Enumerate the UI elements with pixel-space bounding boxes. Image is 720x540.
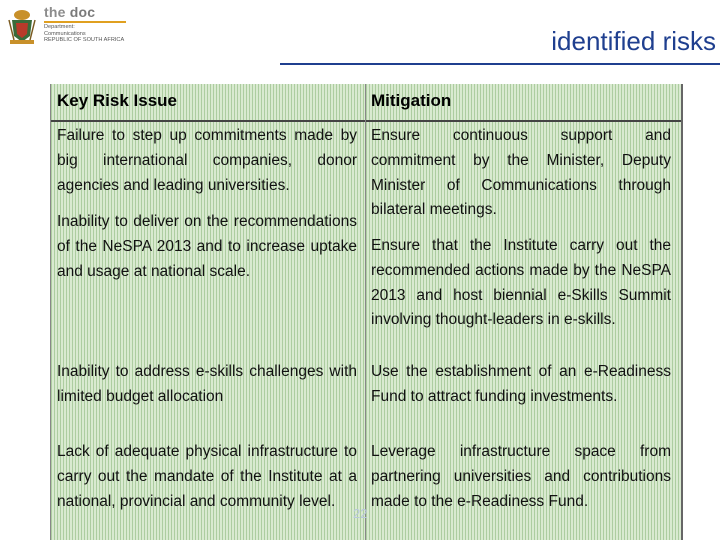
mitigation-cell-2: Ensure that the Institute carry out the recommended actions made by the NeSPA 2013 and host biennial e-Skills Summit involving thought-leaders in e-skills.: [371, 237, 671, 329]
slide-title: identified risks: [551, 26, 716, 56]
risk-cell-2: Inability to deliver on the recommendations of the NeSPA 2013 and to increase uptake and usage at national scale.: [57, 213, 357, 280]
mitigation-cell-3: Use the establishment of an e-Readiness Fund to attract funding investments.: [371, 363, 671, 405]
risk-cell-3: Inability to address e-skills challenges with limited budget allocation: [57, 363, 357, 405]
logo-accent-bar: [44, 21, 126, 23]
key-risk-issue-header: Key Risk Issue: [57, 91, 178, 110]
column-divider: [365, 84, 366, 540]
coat-of-arms-icon: [6, 6, 38, 46]
logo-subtitle: Department: Communications REPUBLIC OF SOUTH AFRICA: [44, 24, 125, 44]
header-divider: [51, 120, 681, 122]
mitigation-cell-1: Ensure continuous support and commitment by the Minister, Deputy Minister of Communications through bilateral meetings.: [371, 127, 671, 219]
risk-cell-1: Failure to step up commitments made by big international companies, donor agencies and leading universities.: [57, 127, 357, 194]
department-logo: [4, 2, 134, 48]
mitigation-cell-4: Leverage infrastructure space from partnering universities and contributions made to the e-Readiness Fund.: [371, 443, 671, 510]
risk-table: [50, 84, 683, 540]
mitigation-header: Mitigation: [371, 91, 452, 110]
title-underline: [280, 63, 720, 65]
risk-cell-4: Lack of adequate physical infrastructure to carry out the mandate of the Institute at a national, provincial and community level.: [57, 443, 357, 510]
logo-brand: the doc: [44, 4, 96, 20]
page-number: 22: [353, 506, 368, 521]
